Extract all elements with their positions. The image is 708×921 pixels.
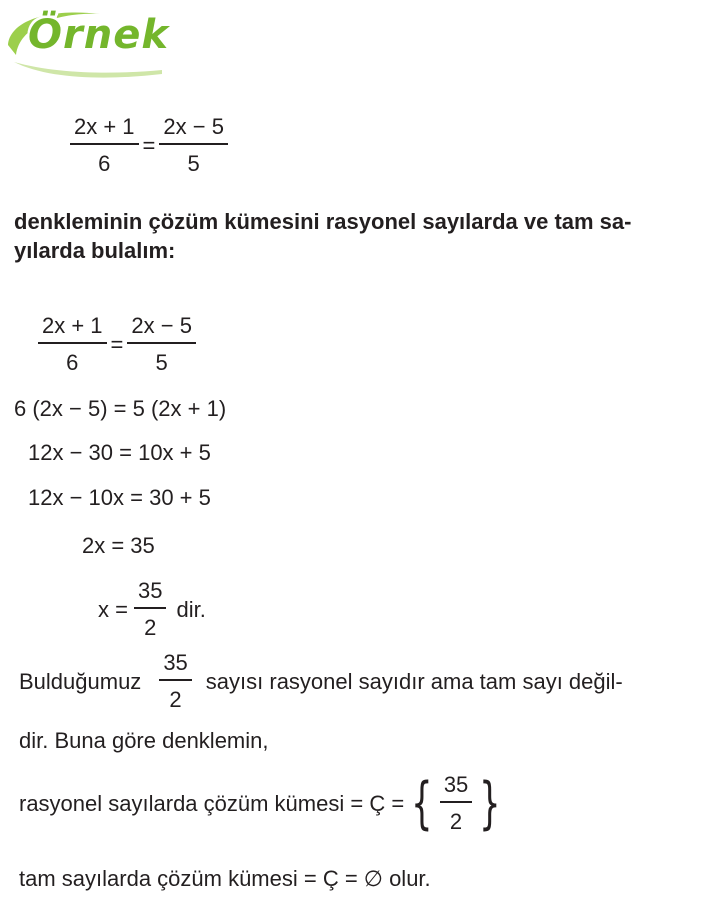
conclusion-post: sayısı rasyonel sayıdır ama tam sayı değil- — [205, 668, 623, 694]
conclusion-line-2: dir. Buna göre denklemin, — [19, 728, 269, 753]
rational-label: rasyonel sayılarda çözüm kümesi = Ç = — [19, 790, 405, 816]
equals-sign: = — [110, 331, 124, 357]
step5-lhs: x = — [98, 596, 128, 622]
fraction-denominator: 2 — [169, 687, 182, 712]
solution-step-2: 12x − 30 = 10x + 5 — [28, 440, 211, 465]
fraction-denominator: 2 — [144, 615, 157, 640]
fraction-denominator: 5 — [155, 350, 168, 375]
fraction-numerator: 35 — [159, 650, 191, 681]
logo-text: Örnek — [28, 12, 169, 58]
step5-fraction — [134, 578, 166, 641]
fraction-numerator: 2x − 5 — [159, 114, 228, 145]
solution-step-0 — [38, 313, 196, 376]
conclusion-line-1 — [19, 650, 623, 713]
solution-step-3: 12x − 10x = 30 + 5 — [28, 485, 211, 510]
solution-step-1: 6 (2x − 5) = 5 (2x + 1) — [14, 396, 227, 421]
ornek-logo — [0, 0, 170, 80]
statement-line-1: denkleminin çözüm kümesini rasyonel sayılarda ve tam sa- — [14, 209, 632, 234]
fraction-denominator: 2 — [449, 809, 463, 834]
right-brace: } — [479, 770, 501, 836]
fraction-denominator: 6 — [66, 350, 79, 375]
integer-solution-set: tam sayılarda çözüm kümesi = Ç = ∅ olur. — [19, 866, 431, 891]
problem-rhs-fraction — [159, 114, 228, 177]
rational-solution-set — [19, 772, 508, 835]
step5-suffix: dir. — [176, 596, 206, 622]
fraction-numerator: 35 — [440, 772, 472, 803]
fraction-denominator: 5 — [187, 151, 200, 176]
fraction-numerator: 2x + 1 — [38, 313, 107, 344]
equals-sign: = — [142, 132, 156, 158]
solution-step-4: 2x = 35 — [82, 533, 155, 558]
fraction-numerator: 2x − 5 — [127, 313, 196, 344]
problem-statement — [14, 207, 631, 265]
problem-equation — [70, 114, 228, 177]
fraction-numerator: 2x + 1 — [70, 114, 139, 145]
step0-lhs-fraction — [38, 313, 107, 376]
solution-step-5 — [98, 578, 206, 641]
conclusion-fraction — [159, 650, 191, 713]
conclusion-pre: Bulduğumuz — [19, 668, 142, 694]
left-brace: { — [411, 770, 433, 836]
problem-lhs-fraction — [70, 114, 139, 177]
step0-rhs-fraction — [127, 313, 196, 376]
rational-fraction — [440, 772, 472, 835]
fraction-numerator: 35 — [134, 578, 166, 609]
statement-line-2: yılarda bulalım: — [14, 238, 176, 263]
fraction-denominator: 6 — [98, 151, 111, 176]
